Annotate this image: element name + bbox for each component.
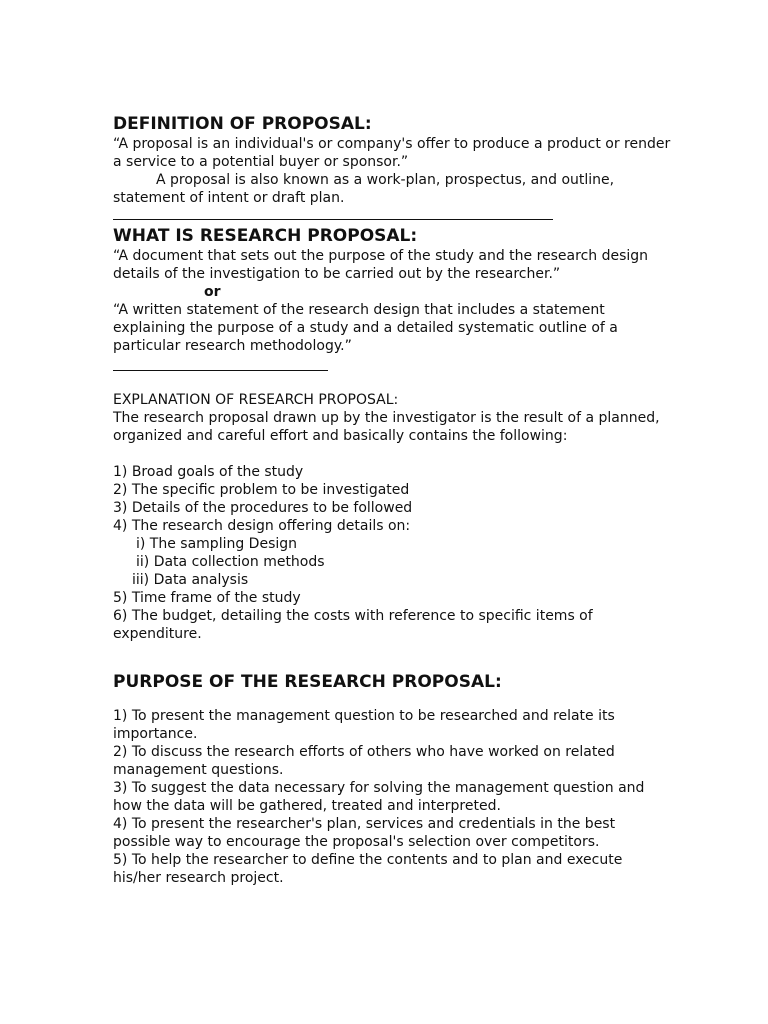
what-is-quote-1: “A document that sets out the purpose of the study and the research design details of the investigation to be carried out by the researcher.” <box>113 248 649 282</box>
section-divider-short <box>113 370 328 371</box>
what-is-quote-2: “A written statement of the research design that includes a statement explaining the purpose of a study and a detailed systematic outline of a particular research methodology.” <box>113 302 618 354</box>
definition-section <box>113 113 673 207</box>
purpose-section <box>113 671 673 887</box>
what-is-or: or <box>204 284 221 300</box>
what-is-section <box>113 225 673 355</box>
list-item: 2) The specific problem to be investigated <box>113 482 410 498</box>
explanation-list <box>113 463 673 643</box>
list-item: 2) To discuss the research efforts of others who have worked on related management questions. <box>113 744 615 778</box>
list-subitem: iii) Data analysis <box>132 572 249 588</box>
list-item: 3) To suggest the data necessary for solving the management question and how the data will be gathered, treated and interpreted. <box>113 780 645 814</box>
section-divider-long <box>113 219 553 220</box>
list-item: 4) The research design offering details on: <box>113 518 411 534</box>
list-subitem: i) The sampling Design <box>136 536 298 552</box>
list-item: 1) To present the management question to be researched and relate its importance. <box>113 708 615 742</box>
what-is-heading: WHAT IS RESEARCH PROPOSAL: <box>113 226 418 246</box>
document-page <box>113 113 673 887</box>
list-item: 1) Broad goals of the study <box>113 464 304 480</box>
definition-heading: DEFINITION OF PROPOSAL: <box>113 114 372 134</box>
definition-quote: “A proposal is an individual's or company's offer to produce a product or render a service to a potential buyer or sponsor.” <box>113 136 671 170</box>
list-item: 6) The budget, detailing the costs with reference to specific items of expenditure. <box>113 608 593 642</box>
list-item: 3) Details of the procedures to be followed <box>113 500 413 516</box>
list-item: 4) To present the researcher's plan, services and credentials in the best possible way to encourage the proposal's selection over competitors. <box>113 816 616 850</box>
list-item: 5) Time frame of the study <box>113 590 301 606</box>
list-item: 5) To help the researcher to define the contents and to plan and execute his/her research project. <box>113 852 623 886</box>
purpose-heading: PURPOSE OF THE RESEARCH PROPOSAL: <box>113 672 502 692</box>
explanation-intro: The research proposal drawn up by the investigator is the result of a planned, organized and careful effort and basically contains the following: <box>113 410 660 444</box>
definition-also-known: A proposal is also known as a work-plan, prospectus, and outline, statement of intent or draft plan. <box>113 172 615 206</box>
purpose-list <box>113 707 673 887</box>
explanation-section <box>113 391 673 643</box>
list-subitem: ii) Data collection methods <box>136 554 325 570</box>
explanation-heading: EXPLANATION OF RESEARCH PROPOSAL: <box>113 392 399 408</box>
